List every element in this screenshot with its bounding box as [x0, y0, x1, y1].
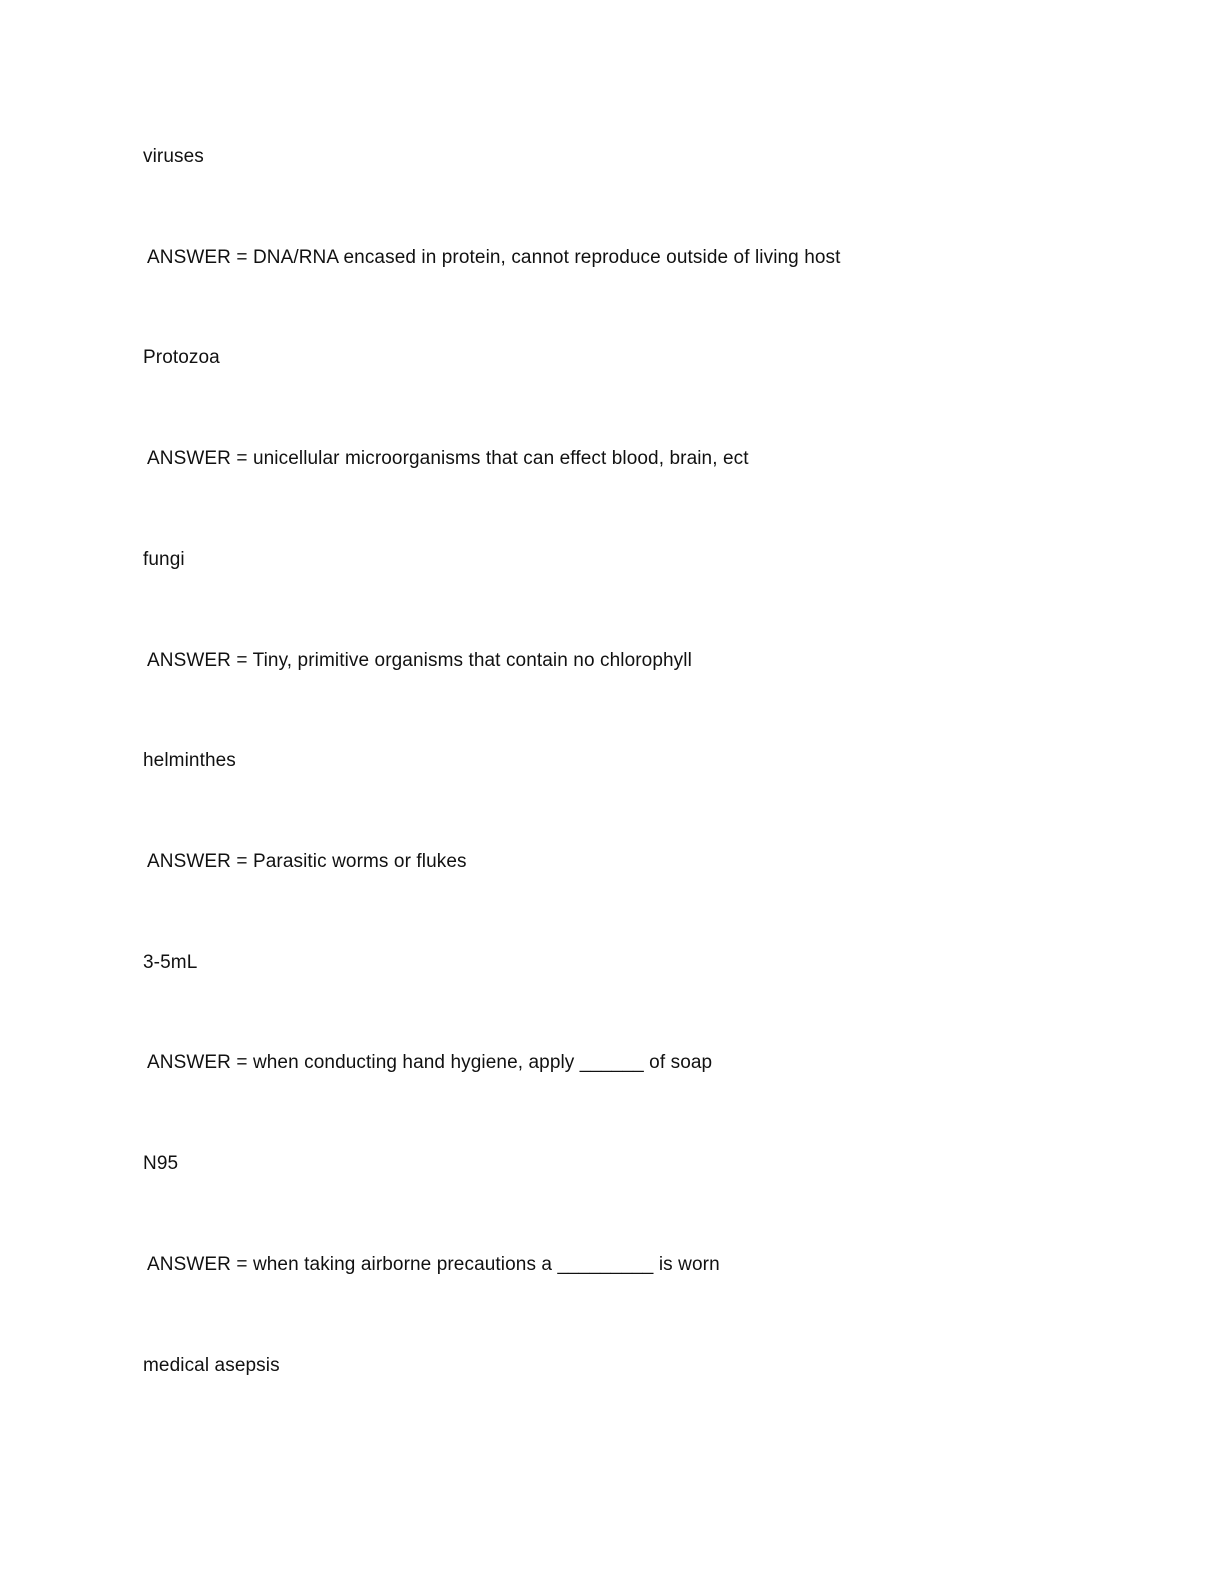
answer-3-5ml: ANSWER = when conducting hand hygiene, apply ______ of soap [147, 1052, 713, 1073]
answer-protozoa: ANSWER = unicellular microorganisms that can effect blood, brain, ect [147, 448, 749, 469]
term-n95: N95 [143, 1153, 179, 1174]
answer-helminthes: ANSWER = Parasitic worms or flukes [147, 851, 467, 872]
term-fungi: fungi [143, 549, 185, 570]
answer-viruses: ANSWER = DNA/RNA encased in protein, cannot reproduce outside of living host [147, 247, 841, 268]
term-3-5ml: 3-5mL [143, 952, 198, 973]
answer-fungi: ANSWER = Tiny, primitive organisms that contain no chlorophyll [147, 650, 692, 671]
answer-n95: ANSWER = when taking airborne precautions a _________ is worn [147, 1254, 720, 1275]
term-medical-asepsis: medical asepsis [143, 1355, 280, 1376]
term-viruses: viruses [143, 146, 204, 167]
term-protozoa: Protozoa [143, 347, 220, 368]
term-helminthes: helminthes [143, 750, 236, 771]
